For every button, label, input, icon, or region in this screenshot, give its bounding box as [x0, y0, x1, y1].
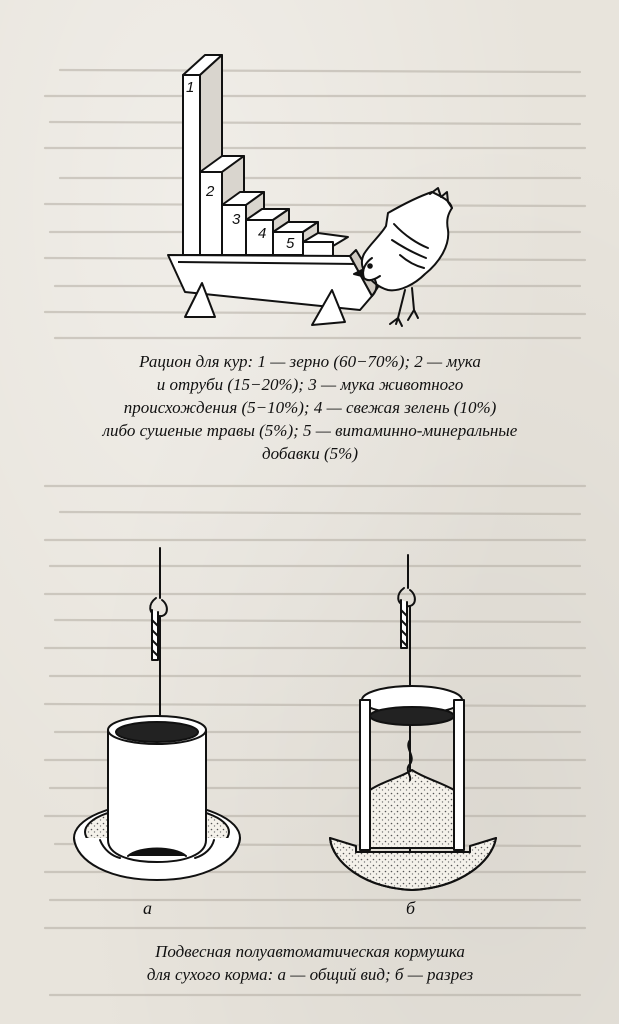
step-label-4: 4	[258, 225, 267, 242]
step-label-1: 1	[186, 79, 195, 96]
ration-caption-line-1: Рацион для кур: 1 — зерно (60−70%); 2 — мука	[139, 352, 481, 371]
ration-caption-line-2: и отруби (15−20%); 3 — мука животного	[156, 375, 464, 394]
label-a: а	[143, 898, 152, 918]
feeder-cross-section	[330, 555, 496, 890]
feeder-general-view	[74, 548, 240, 880]
feeder-caption-line-2: для сухого корма: а — общий вид; б — разрез	[146, 965, 474, 984]
ration-caption-line-5: добавки (5%)	[262, 444, 358, 463]
step-label-2: 2	[206, 183, 215, 200]
feeder-caption-line-1: Подвесная полуавтоматическая кормушка	[155, 942, 465, 961]
ration-caption-line-4: либо сушеные травы (5%); 5 — витаминно-минеральные	[102, 421, 518, 440]
step-label-5: 5	[286, 235, 295, 252]
label-b: б	[406, 898, 416, 918]
ration-caption-line-3: происхождения (5−10%); 4 — свежая зелень (10%)	[123, 398, 497, 417]
feeder-caption	[40, 940, 580, 986]
step-label-3: 3	[232, 211, 241, 228]
